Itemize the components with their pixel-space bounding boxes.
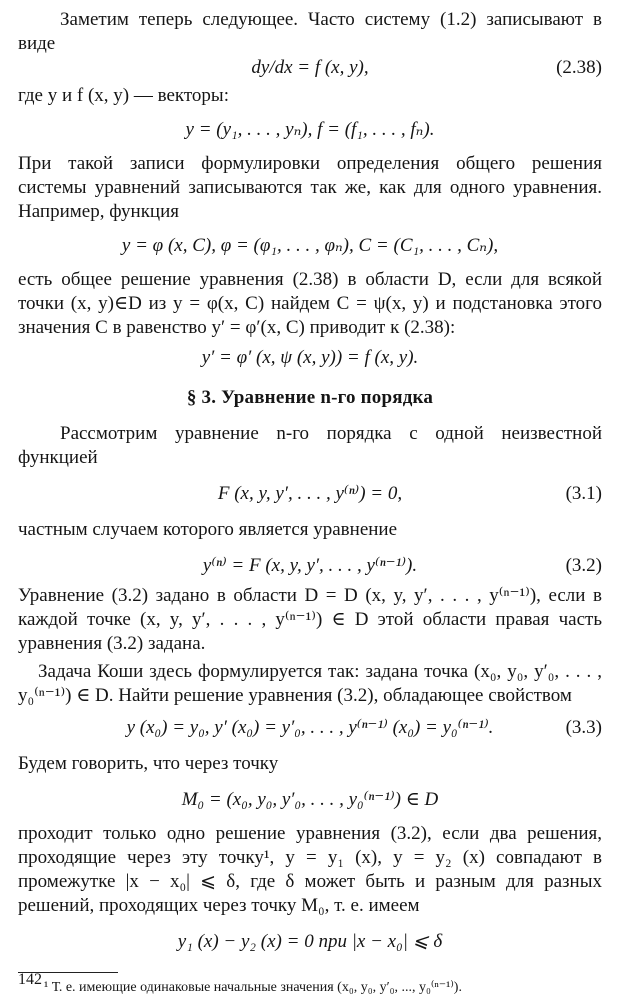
equation-difference: y₁ (x) − y₂ (x) = 0 при |x − x₀| ⩽ δ [177,931,443,952]
paragraph-special-case: частным случаем которого является уравнение [18,519,398,540]
paragraph-cauchy: Задача Коши здесь формулируется так: задана точка (x₀, y₀, y′₀, . . . , y₀⁽ⁿ⁻¹⁾) ∈ D. Найти решение уравнения (3.2), обладающее свойством [18,661,602,706]
equation-3-2-number: (3.2) [565,555,602,576]
paragraph-uniqueness: проходит только одно решение уравнения (3.2), если два решения, проходящие через эту точку¹, y = y₁ (x), y = y₂ (x) совпадают в промежутке |x − x₀| ⩽ δ, где δ может быть и разным для разных решений, проходящих через точку M₀, т. е. имеем [18,823,602,916]
paragraph-substitution: есть общее решение уравнения (2.38) в области D, если для всякой точки (x, y)∈D из y = φ(x, C) найдем C = ψ(x, y) и подстановка этого значения C в равенство y′ = φ′(x, C) приводит к (2.38): [18,269,602,338]
paragraph-through-point: Будем говорить, что через точку [18,753,279,774]
paragraph-general-solution: При такой записи формулировки определения общего решения системы уравнений записываются так же, как для одного уравнения. Например, функция [18,153,602,222]
paragraph-intro: Заметим теперь следующее. Часто систему (1.2) записывают в виде [18,9,602,54]
equation-3-3-number: (3.3) [565,717,602,738]
equation-3-3-body: y (x₀) = y₀, y′ (x₀) = y′₀, . . . , y⁽ⁿ⁻¹⁾ (x₀) = y₀⁽ⁿ⁻¹⁾. [126,717,494,738]
equation-3-2 [18,554,602,578]
equation-2-38-number: (2.38) [556,57,602,78]
equation-2-38-body: dy/dx = f (x, y), [251,57,369,78]
paragraph-domain: Уравнение (3.2) задано в области D = D (x, y, y′, . . . , y⁽ⁿ⁻¹⁾), если в каждой точке (x, y, y′, . . . , y⁽ⁿ⁻¹⁾) ∈ D этой области правая часть уравнения (3.2) задана. [18,585,602,654]
equation-2-38 [18,56,602,80]
footnote: ¹ Т. е. имеющие одинаковые начальные значения (x₀, y₀, y′₀, ..., y₀⁽ⁿ⁻¹⁾). [44,980,462,995]
equation-3-2-body: y⁽ⁿ⁾ = F (x, y, y′, . . . , y⁽ⁿ⁻¹⁾). [202,555,418,576]
equation-3-1-body: F (x, y, y′, . . . , y⁽ⁿ⁾) = 0, [217,483,403,504]
equation-3-3 [18,716,602,740]
equation-3-1-number: (3.1) [565,483,602,504]
equation-substitution: y′ = φ′ (x, ψ (x, y)) = f (x, y). [201,347,419,368]
section-heading: § 3. Уравнение n-го порядка [186,387,434,408]
paragraph-vectors: где y и f (x, y) — векторы: [18,85,229,106]
equation-point-m0: M₀ = (x₀, y₀, y′₀, . . . , y₀⁽ⁿ⁻¹⁾) ∈ D [181,789,439,810]
page-number: 142 [18,971,42,988]
equation-3-1 [18,482,602,506]
equation-general-solution: y = φ (x, C), φ = (φ₁, . . . , φₙ), C = (C₁, . . . , Cₙ), [121,235,499,256]
page-content [18,8,602,997]
equation-vectors: y = (y₁, . . . , yₙ), f = (f₁, . . . , fₙ). [185,119,435,140]
paragraph-nth-order: Рассмотрим уравнение n-го порядка с одной неизвестной функцией [18,423,602,468]
